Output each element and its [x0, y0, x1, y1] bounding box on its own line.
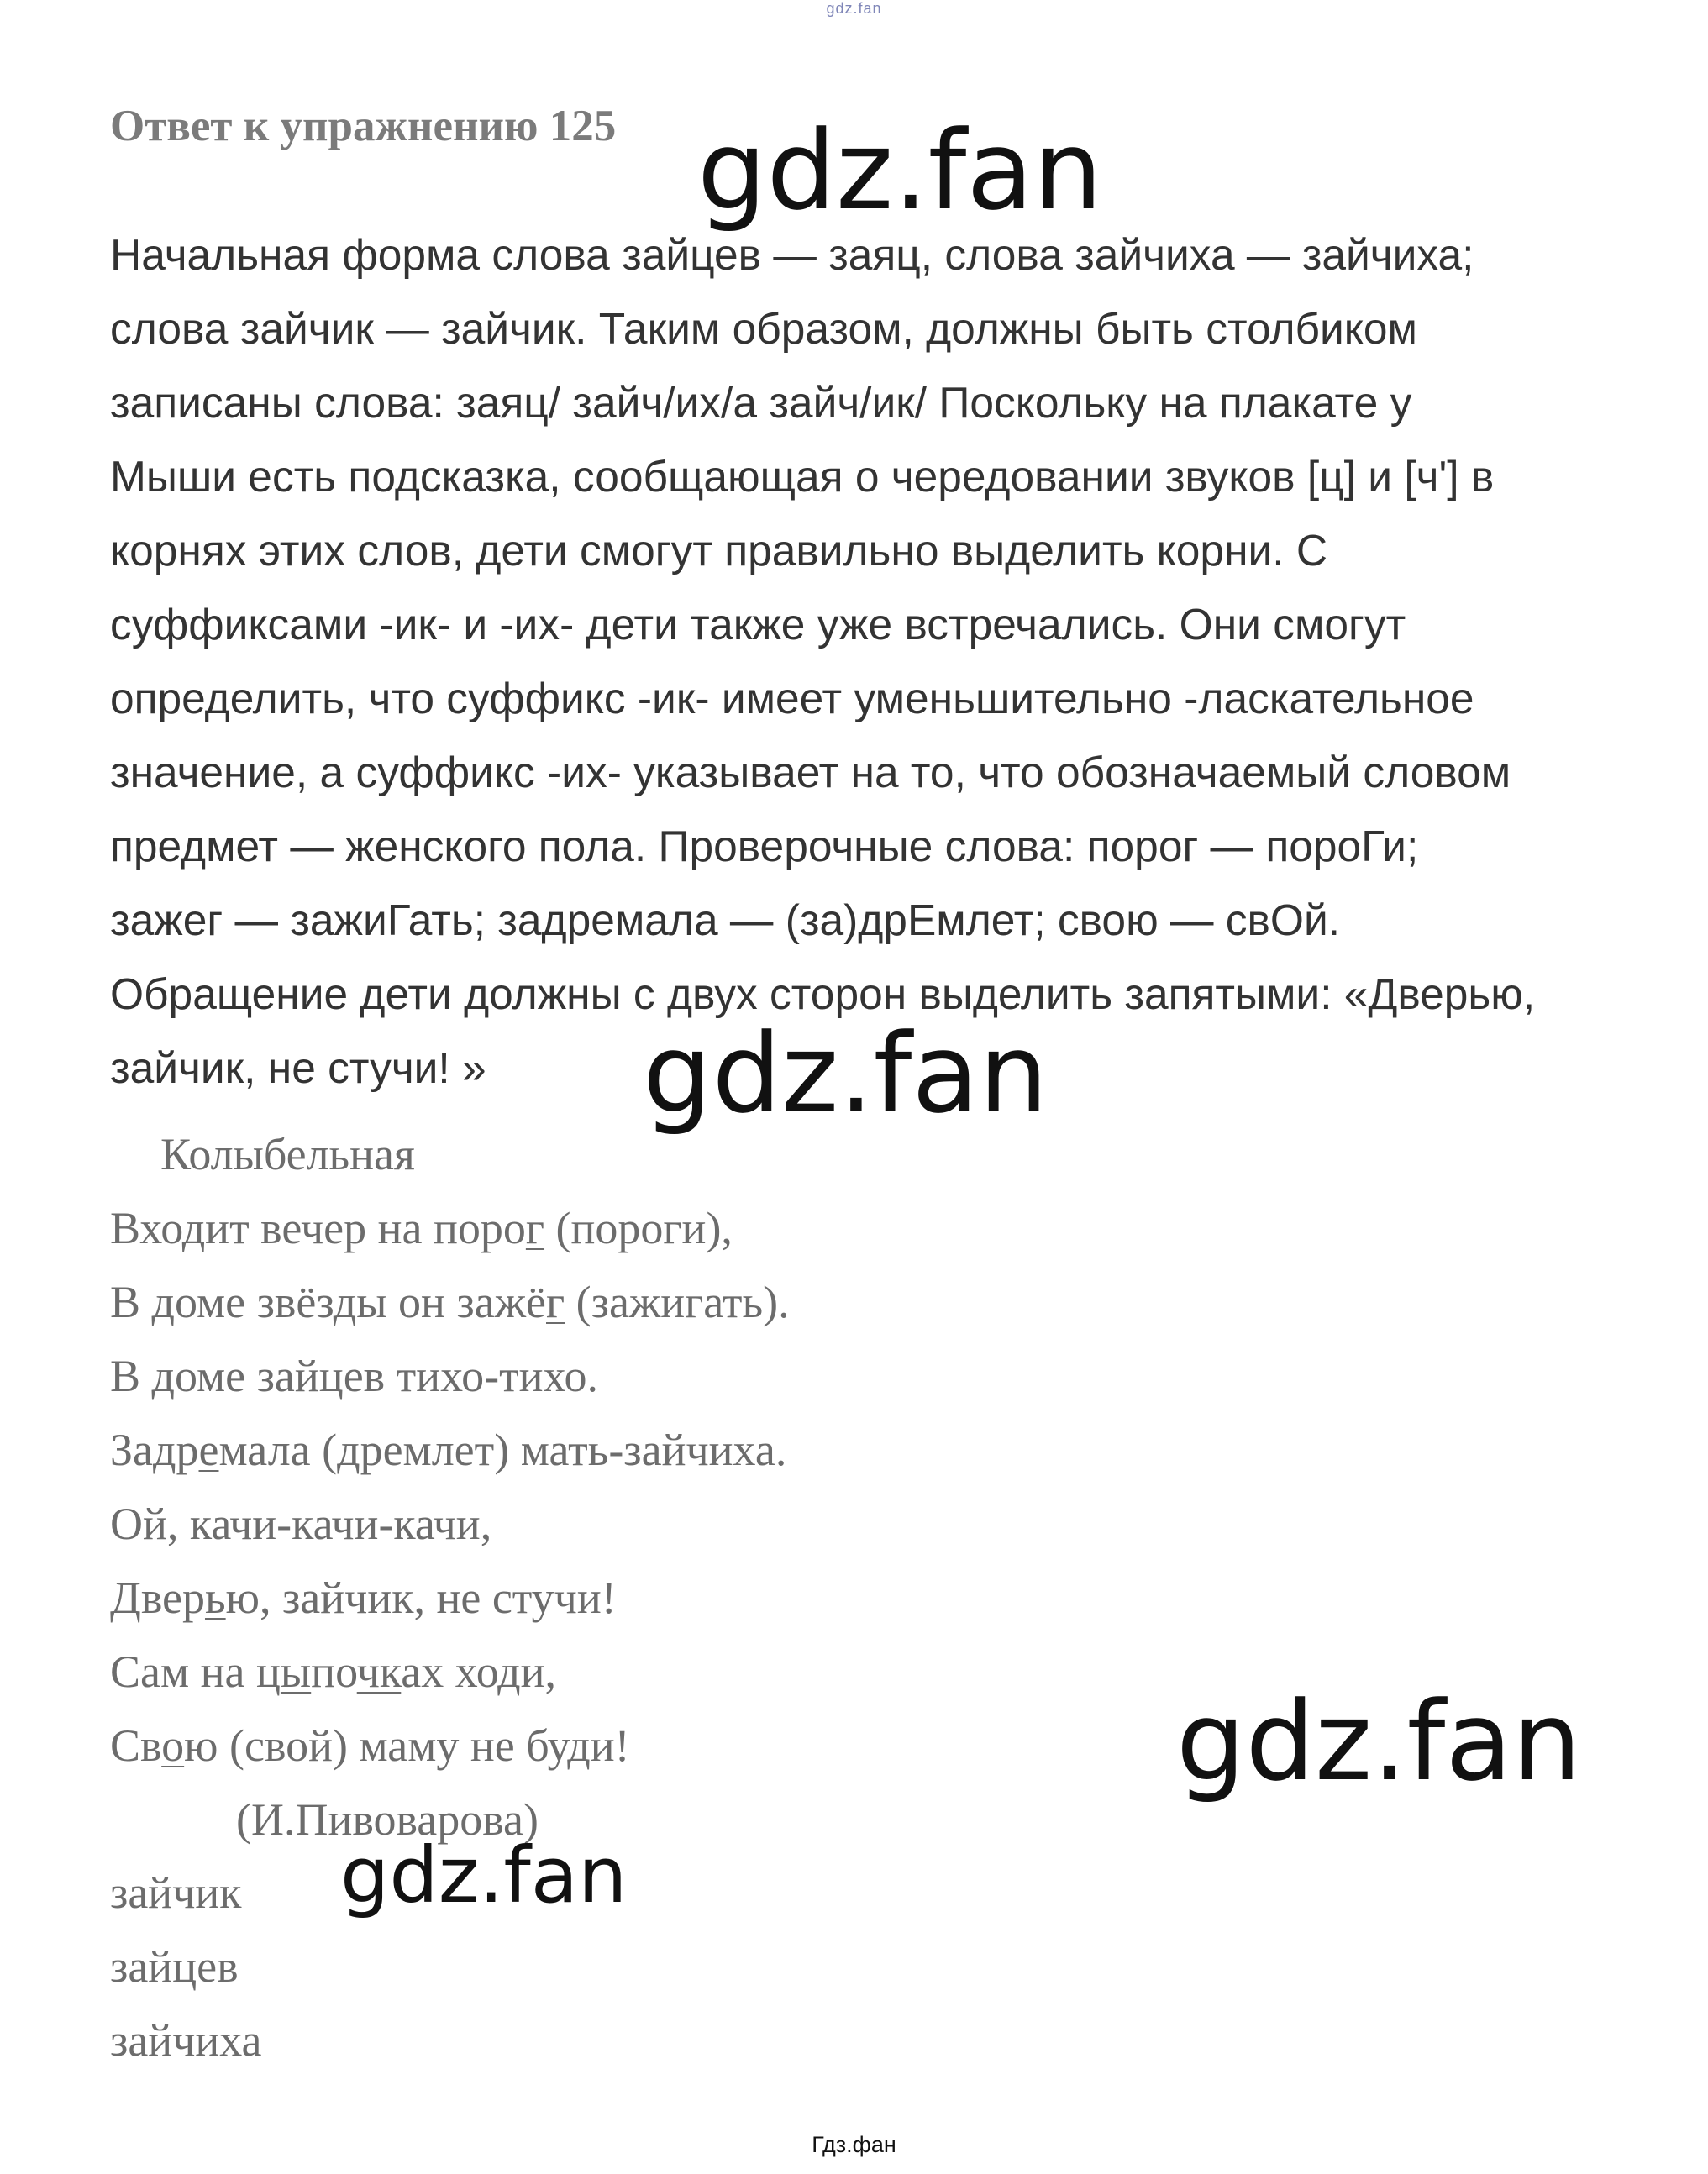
poem-line [110, 1339, 790, 1413]
answer-paragraph [110, 218, 1606, 1105]
paragraph-line: слова зайчик — зайчик. Таким образом, должны быть столбиком [110, 304, 1417, 353]
poem-text: мала (дремлет) мать-зайчиха. [218, 1425, 787, 1475]
underlined-letter: г [525, 1203, 545, 1253]
paragraph-line: Обращение дети должны с двух сторон выделить запятыми: «Дверью, [110, 969, 1536, 1018]
footer-text: Гдз.фан [812, 2132, 896, 2157]
poem-text: Сам на ц [110, 1646, 281, 1697]
poem-heading: Колыбельная [160, 1129, 415, 1179]
word-item: зайцев [110, 1941, 239, 1992]
poem-author: (И.Пивоварова) [236, 1794, 539, 1845]
paragraph-line: зажег — зажиГать; задремала — (за)дрЕмлет; свою — свОй. [110, 895, 1341, 944]
page-title: Ответ к упражнению 125 [110, 102, 617, 150]
poem-text: Задр [110, 1425, 199, 1475]
paragraph-line: предмет — женского пола. Проверочные слова: порог — пороГи; [110, 822, 1419, 870]
paragraph-line: суффиксами -ик- и -их- дети также уже встречались. Они смогут [110, 600, 1406, 649]
underlined-letter: о [161, 1720, 185, 1771]
poem-lines [110, 1191, 790, 1783]
poem-line [110, 1191, 790, 1265]
poem-text: (зажигать). [565, 1277, 790, 1327]
poem-text: Входит вечер на поро [110, 1203, 526, 1253]
poem-text: ю, зайчик, не стучи! [225, 1573, 617, 1623]
poem-text: Двер [110, 1573, 205, 1623]
poem-line [110, 1709, 790, 1783]
underlined-letter: е [198, 1425, 219, 1475]
poem [110, 1117, 790, 1856]
poem-line [110, 1413, 790, 1487]
word-item: зайчиха [110, 2015, 262, 2066]
underlined-letter: ы [280, 1646, 312, 1697]
poem-text: В доме звёзды он зажё [110, 1277, 546, 1327]
poem-text: Ой, качи-качи-качи, [110, 1499, 492, 1549]
watermark: gdz.fan [697, 107, 1103, 234]
poem-line [110, 1561, 790, 1635]
paragraph-line: значение, а суффикс -их- указывает на то, что обозначаемый словом [110, 748, 1511, 796]
paragraph-line: корнях этих слов, дети смогут правильно выделить корни. С [110, 526, 1328, 575]
paragraph-line: Начальная форма слова зайцев — заяц, слова зайчиха — зайчиха; [110, 230, 1474, 279]
poem-text: В доме зайцев тихо-тихо. [110, 1351, 599, 1401]
poem-text: ах ходи, [401, 1646, 557, 1697]
poem-line [110, 1265, 790, 1339]
underlined-letter: ь [204, 1573, 226, 1623]
top-watermark: gdz.fan [826, 0, 882, 17]
paragraph-line: зайчик, не стучи! » [110, 1043, 486, 1092]
poem-text: по [311, 1646, 357, 1697]
paragraph-line: Мыши есть подсказка, сообщающая о чередовании звуков [ц] и [ч'] в [110, 452, 1495, 501]
poem-line [110, 1487, 790, 1561]
paragraph-line: определить, что суффикс -ик- имеет уменьшительно -ласкательное [110, 674, 1474, 722]
paragraph-line: записаны слова: заяц/ зайч/их/а зайч/ик/ Поскольку на плакате у [110, 378, 1412, 427]
word-item: зайчик [110, 1867, 242, 1918]
word-column [110, 1856, 262, 2077]
poem-line [110, 1635, 790, 1709]
watermark: gdz.fan [643, 1010, 1048, 1137]
poem-text: Св [110, 1720, 162, 1771]
underlined-letter: г [546, 1277, 565, 1327]
poem-text: ю (свой) маму не буди! [184, 1720, 630, 1771]
underlined-letter: чк [356, 1646, 402, 1697]
watermark: gdz.fan [1176, 1678, 1582, 1805]
poem-text: (пороги), [544, 1203, 733, 1253]
watermark: gdz.fan [340, 1830, 628, 1920]
